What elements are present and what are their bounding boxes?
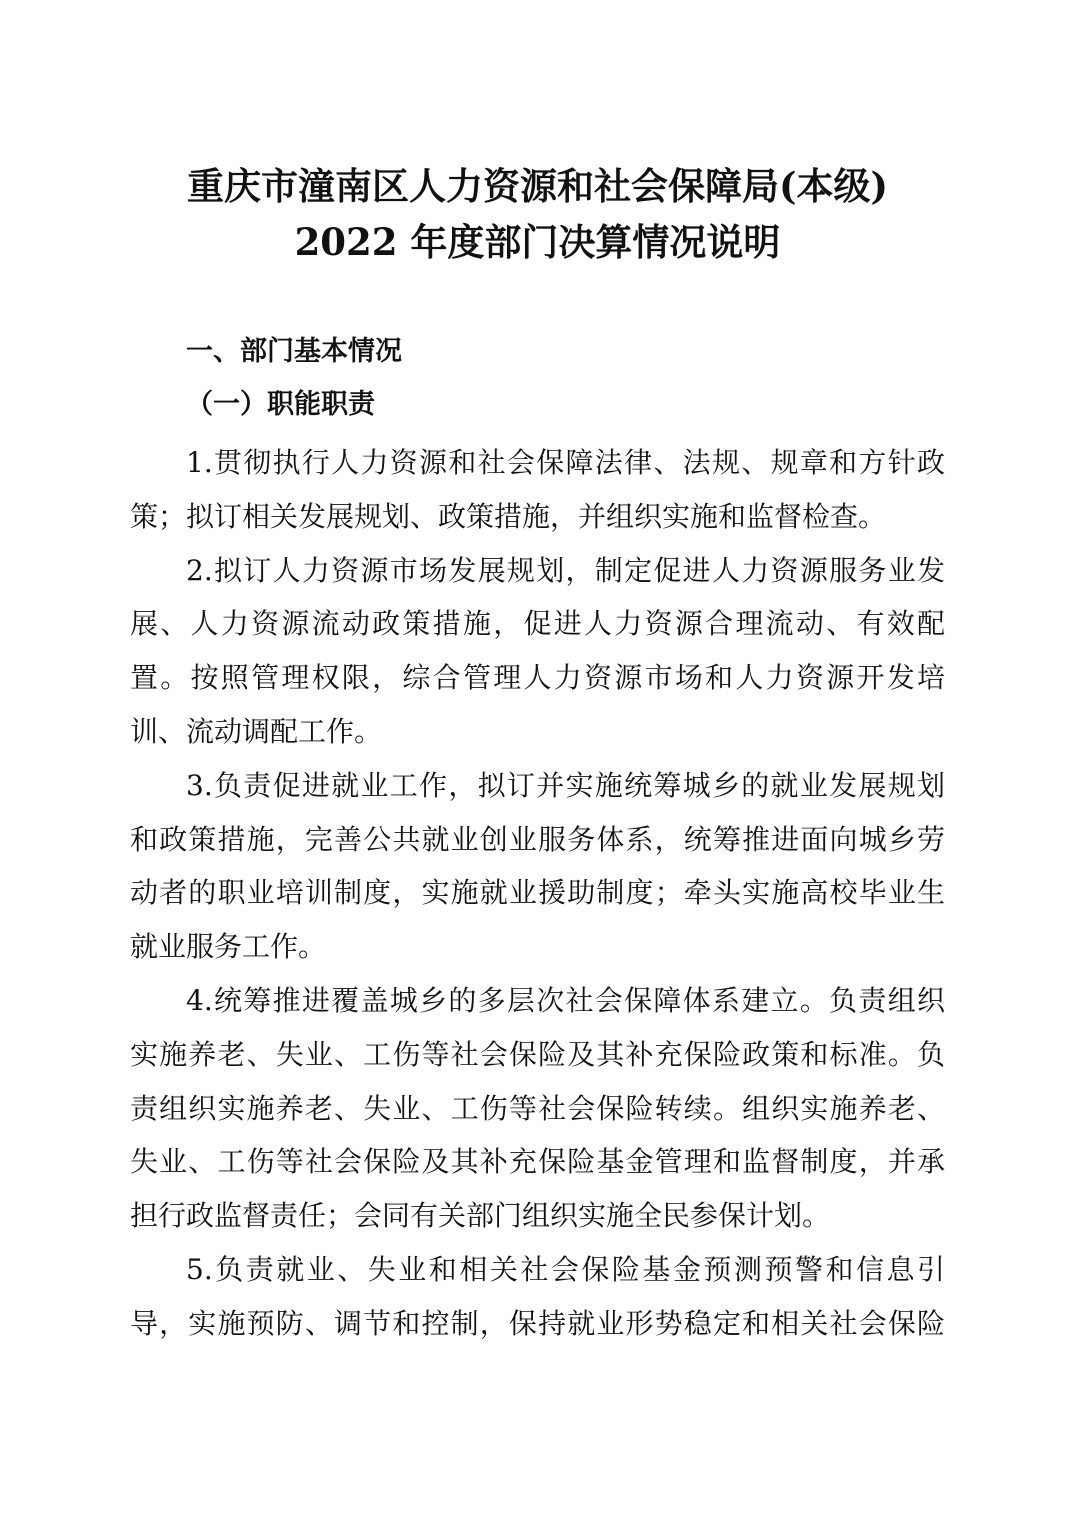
paragraph-line: 和政策措施，完善公共就业创业服务体系，统筹推进面向城乡劳 xyxy=(130,822,945,856)
paragraph-line: 4.统筹推进覆盖城乡的多层次社会保障体系建立。负责组织 xyxy=(186,983,945,1017)
paragraph-line: 2.拟订人力资源市场发展规划，制定促进人力资源服务业发 xyxy=(186,553,945,587)
paragraph xyxy=(130,436,945,544)
subsection-heading: （一）职能职责 xyxy=(186,389,375,420)
document-body xyxy=(130,436,945,1351)
paragraph-line: 责组织实施养老、失业、工伤等社会保险转续。组织实施养老、 xyxy=(130,1091,945,1125)
paragraph-line: 实施养老、失业、工伤等社会保险及其补充保险政策和标准。负 xyxy=(130,1037,945,1071)
paragraph-line: 训、流动调配工作。 xyxy=(130,714,383,748)
paragraph-line: 1.贯彻执行人力资源和社会保障法律、法规、规章和方针政 xyxy=(186,446,945,479)
paragraph xyxy=(130,544,945,759)
paragraph-line: 展、人力资源流动政策措施，促进人力资源合理流动、有效配 xyxy=(130,607,945,641)
document-title-line-1: 重庆市潼南区人力资源和社会保障局(本级) xyxy=(186,164,888,208)
paragraph-line: 担行政监督责任；会同有关部门组织实施全民参保计划。 xyxy=(130,1199,831,1233)
paragraph xyxy=(130,974,945,1243)
paragraph-line: 5.负责就业、失业和相关社会保险基金预测预警和信息引 xyxy=(186,1252,945,1286)
paragraph-line: 动者的职业培训制度，实施就业援助制度；牵头实施高校毕业生 xyxy=(130,876,945,910)
paragraph-line: 就业服务工作。 xyxy=(130,930,327,964)
paragraph-line: 失业、工伤等社会保险及其补充保险基金管理和监督制度，并承 xyxy=(130,1145,945,1179)
document-title-line-2: 2022 年度部门决算情况说明 xyxy=(294,220,781,264)
section-heading: 一、部门基本情况 xyxy=(186,336,402,367)
paragraph xyxy=(130,1243,945,1351)
paragraph-line: 置。按照管理权限，综合管理人力资源市场和人力资源开发培 xyxy=(130,661,945,695)
paragraph-line: 导，实施预防、调节和控制，保持就业形势稳定和相关社会保险 xyxy=(130,1306,945,1340)
paragraph-line: 3.负责促进就业工作，拟订并实施统筹城乡的就业发展规划 xyxy=(186,768,945,802)
paragraph xyxy=(130,759,945,974)
paragraph-line: 策；拟订相关发展规划、政策措施，并组织实施和监督检查。 xyxy=(130,499,887,533)
